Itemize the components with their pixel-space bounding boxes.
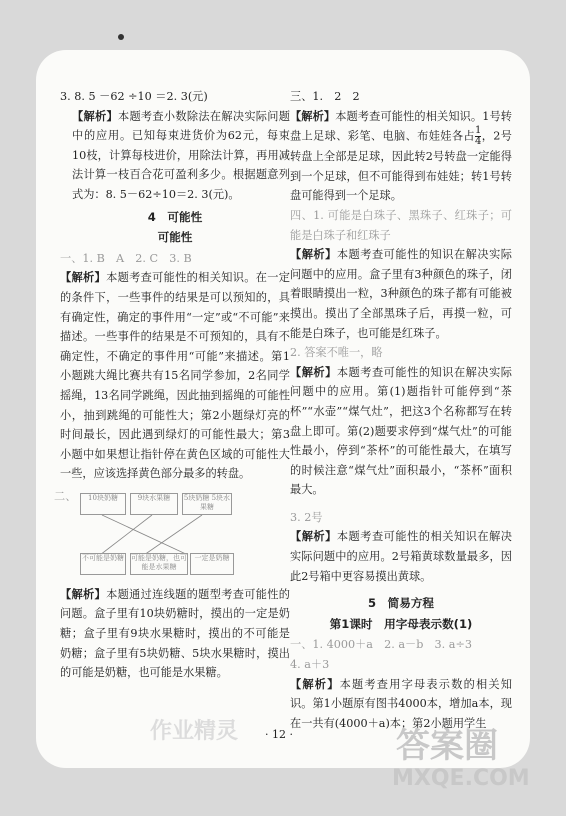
answer-line: 四、1. 可能是白珠子、黑珠子、红珠子；可能是白珠子和红珠子 — [290, 208, 512, 242]
watermark: MXQE.COM — [392, 766, 530, 791]
analysis-text: 【解析】本题考查可能性的相关知识。1号转盘上足球、彩笔、电脑、布娃娃各占 — [290, 109, 512, 143]
fraction-numerator: 1 — [475, 125, 482, 137]
section-title: 5 简易方程 — [367, 596, 435, 611]
analysis-paragraph: 【解析】本题考查用字母表示数的相关知识。第1小题原有图书4000本，增加a本，现在一共有(4000＋a)本；第2小题用学生 — [290, 677, 512, 730]
analysis-marker: 【解析】 — [290, 248, 337, 262]
answer-line: 2. 答案不唯一，略 — [290, 346, 383, 360]
answer-line: 3. 2号 — [290, 510, 323, 524]
match-box: 5块奶糖 5块水果糖 — [182, 493, 232, 515]
watermark: 答案圈 — [396, 726, 498, 766]
analysis-paragraph: 【解析】本题考查可能性的知识在解决实际问题中的应用。第(1)题指针可能停到“茶杯”“水壶”“煤气灶”，把这3个名称都写在转盘上即可。第(2)题要求停到“煤气灶”的可能性最小，停到“茶杯”的可能性最大，在填写的时候注意“煤气灶”面积最小，“茶杯”面积最大。 — [290, 365, 512, 497]
analysis-paragraph: 【解析】本题考查可能性的知识在解决实际问题中的应用。盒子里有3种颜色的珠子，闭着眼睛摸出一粒，3种颜色的珠子都有可能被摸出。摸出了全部黑珠子后，再摸一粒，可能是白珠子，也可能是红珠子。 — [290, 248, 512, 340]
section-title: 4 可能性 — [147, 209, 203, 224]
match-box: 10块奶糖 — [80, 493, 126, 515]
match-box: 一定是奶糖 — [190, 553, 234, 575]
answer-line: 一、1. B A 2. C 3. B — [60, 251, 192, 265]
match-box: 可能是奶糖，也可能是水果糖 — [130, 553, 188, 575]
analysis-marker: 【解析】 — [290, 677, 340, 691]
analysis-paragraph: 【解析】本题考查可能性的相关知识。在一定的条件下，一些事件的结果是可以预知的，具有确定性，确定的事件用“一定”或“不可能”来描述。一些事件的结果是不可预知的，具有不确定性，不确定的事件用“可能”来描述。第1小题跳大绳比赛共有15名同学参加，2名同学摇绳，13名同学跳绳，因此抽到摇绳的可能性小，抽到跳绳的可能性大；第2小题绿灯亮的时间最长，因此遇到绿灯的可能性最大；第3小题中如果想让指针停在黄色区域的可能性大一些，应该选择黄色部分最多的转盘。 — [60, 271, 290, 481]
answer-line: 3. 8. 5 －62 ÷10 ＝2. 3(元) — [60, 90, 208, 103]
analysis-marker: 【解析】 — [60, 587, 107, 601]
watermark: 作业精灵 — [150, 719, 239, 744]
answer-line: 三、1. 2 2 — [290, 90, 360, 103]
analysis-marker: 【解析】 — [290, 530, 337, 544]
answer-line: 4. a＋3 — [290, 658, 330, 672]
subsection-title: 可能性 — [157, 230, 193, 245]
analysis-paragraph: 【解析】本题考查可能性的相关知识在解决实际问题中的应用。2号箱黄球数量最多，因此2号箱中更容易摸出黄球。 — [290, 530, 512, 583]
analysis-marker: 【解析】 — [60, 271, 107, 285]
match-box: 不可能是奶糖 — [80, 553, 126, 575]
analysis-paragraph — [290, 107, 512, 206]
answer-line: 一、1. 4000＋a 2. a－b 3. a÷3 — [290, 638, 472, 652]
right-column — [290, 87, 512, 733]
matching-diagram — [54, 487, 290, 579]
analysis-paragraph: 【解析】本题考查小数除法在解决实际问题中的应用。已知每束进货价为62元，每束10枝，计算每枝进价，用除法计算，再用减法计算一枝百合花可盈利多少。根据题意列式为：8. 5－62÷10＝2. 3(元)。 — [72, 109, 290, 201]
analysis-paragraph: 【解析】本题通过连线题的题型考查可能性的问题。盒子里有10块奶糖时，摸出的一定是奶糖；盒子里有9块水果糖时，摸出的不可能是奶糖；盒子里有5块奶糖、5块水果糖时，摸出的可能是奶糖，也可能是水果糖。 — [60, 587, 290, 680]
fraction-denominator: 4 — [475, 136, 482, 148]
analysis-marker: 【解析】 — [72, 109, 118, 123]
lesson-title: 第1课时 用字母表示数(1) — [329, 616, 473, 631]
page-number: · 12 · — [265, 728, 293, 741]
analysis-marker: 【解析】 — [290, 109, 336, 123]
question-label: 二、 — [54, 489, 77, 503]
match-box: 9块水果糖 — [130, 493, 178, 515]
analysis-marker: 【解析】 — [290, 365, 337, 379]
ink-dot — [118, 34, 124, 40]
analysis-text: ，2号转盘上全部是足球，因此转2号转盘一定能得到一个足球，但不可能得到布娃娃；转1号转盘可能得到一个足球。 — [290, 129, 512, 203]
left-column — [54, 87, 290, 683]
